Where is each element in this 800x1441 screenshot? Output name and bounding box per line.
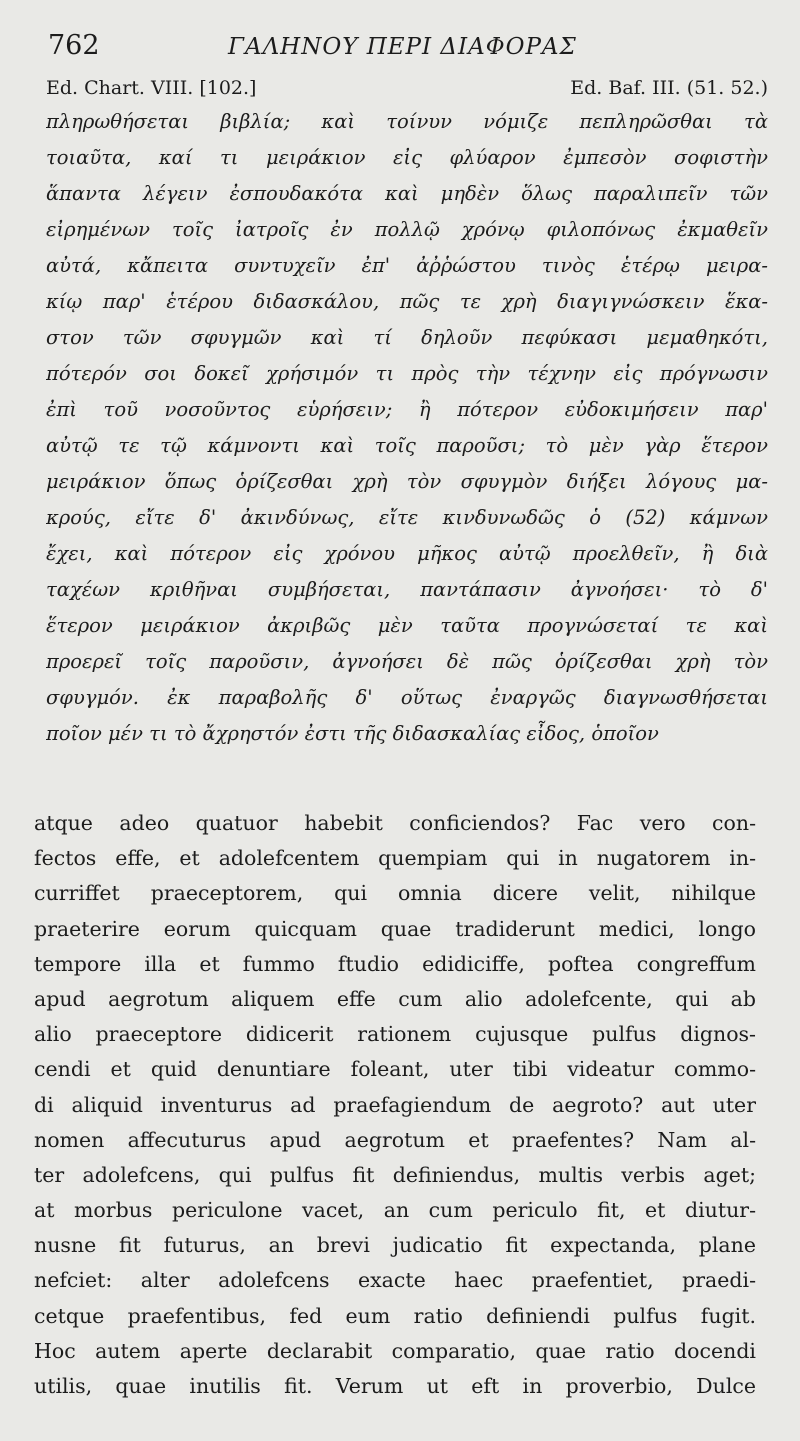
latin-text-line: Hoc autem aperte declarabit comparatio, quae ratio docendi (34, 1338, 756, 1363)
greek-text-line: μειράκιον ὅπως ὁρίζεσθαι χρὴ τὸν σφυγμὸν διήξει λόγους μα- (46, 470, 768, 493)
greek-text-line: προερεῖ τοῖς παροῦσιν, ἀγνοήσει δὲ πῶς ὁρίζεσθαι χρὴ τὸν (46, 650, 768, 673)
greek-text-line: πληρωθήσεται βιβλία; καὶ τοίνυν νόμιζε πεπληρῶσθαι τὰ (46, 110, 768, 133)
edition-basel: Ed. Baf. III. (51. 52.) (570, 77, 768, 99)
latin-text-line: utilis, quae inutilis fit. Verum ut eft in proverbio, Dulce (34, 1374, 756, 1398)
greek-text-line: αὐτά, κἄπειτα συντυχεῖν ἐπ' ἀῤῥώστου τινὸς ἑτέρῳ μειρα- (46, 254, 768, 277)
latin-text-line: apud aegrotum aliquem effe cum alio adolefcente, qui ab (34, 986, 756, 1011)
latin-text-line: cendi et quid denuntiare foleant, uter tibi videatur commo- (34, 1057, 756, 1082)
greek-text-line: ἕτερον μειράκιον ἀκριβῶς μὲν ταῦτα προγνώσεταί τε καὶ (46, 614, 768, 637)
greek-text-line: αὐτῷ τε τῷ κάμνοντι καὶ τοῖς παροῦσι; τὸ μὲν γὰρ ἕτερον (46, 434, 768, 457)
greek-text-line: ταχέων κριθῆναι συμβήσεται, παντάπασιν ἀγνοήσει· τὸ δ' (46, 578, 768, 601)
greek-text-line: ποῖον μέν τι τὸ ἄχρηστόν ἐστι τῆς διδασκαλίας εἶδος, ὁποῖον (46, 722, 659, 745)
greek-text-line: κίῳ παρ' ἑτέρου διδασκάλου, πῶς τε χρὴ διαγιγνώσκειν ἕκα- (46, 290, 768, 313)
latin-text-line: ter adolefcens, qui pulfus fit definiendus, multis verbis aget; (34, 1162, 756, 1187)
latin-text-line: praeterire eorum quicquam quae tradiderunt medici, longo (34, 916, 756, 941)
greek-text-line: ἅπαντα λέγειν ἐσπουδακότα καὶ μηδὲν ὅλως παραλιπεῖν τῶν (46, 182, 768, 205)
greek-text-line: πότερόν σοι δοκεῖ χρήσιμόν τι πρὸς τὴν τέχνην εἰς πρόγνωσιν (46, 362, 768, 385)
latin-text-line: di aliquid inventurus ad praefagiendum de aegroto? aut uter (34, 1092, 756, 1117)
latin-text-line: nusne fit futurus, an brevi judicatio fit expectanda, plane (34, 1233, 756, 1258)
latin-text-line: tempore illa et fummo ftudio edidiciffe, poftea congreffum (34, 951, 756, 976)
greek-text-line: εἰρημένων τοῖς ἰατροῖς ἐν πολλῷ χρόνῳ φιλοπόνως ἐκμαθεῖν (46, 218, 768, 241)
latin-text-line: nefciet: alter adolefcens exacte haec praefentiet, praedi- (34, 1268, 756, 1293)
latin-text-block (34, 806, 756, 1404)
edition-reference-line (46, 77, 768, 105)
latin-text-line: nomen affecuturus apud aegrotum et praefentes? Nam al- (34, 1127, 756, 1152)
greek-text-line: ἔχει, καὶ πότερον εἰς χρόνου μῆκος αὐτῷ προελθεῖν, ἢ διὰ (46, 542, 768, 565)
latin-text-line: fectos effe, et adolefcentem quempiam qui in nugatorem in- (34, 846, 756, 871)
greek-text-block (46, 104, 768, 752)
greek-text-line: κρούς, εἴτε δ' ἀκινδύνως, εἴτε κινδυνωδῶς ὁ (52) κάμνων (46, 506, 768, 529)
latin-text-line: alio praeceptore didicerit rationem cujusque pulfus dignos- (34, 1022, 756, 1047)
latin-text-line: at morbus periculone vacet, an cum periculo fit, et diutur- (34, 1198, 756, 1223)
latin-text-line: cetque praefentibus, fed eum ratio definiendi pulfus fugit. (34, 1303, 756, 1328)
page-header (46, 28, 766, 68)
greek-text-line: σφυγμόν. ἐκ παραβολῆς δ' οὕτως ἐναργῶς διαγνωσθήσεται (46, 686, 768, 709)
latin-text-line: curriffet praeceptorem, qui omnia dicere velit, nihilque (34, 881, 756, 906)
page-number: 762 (48, 30, 100, 61)
edition-chartier: Ed. Chart. VIII. [102.] (46, 77, 257, 99)
running-title: ΓΑΛΗΝΟΥ ΠΕΡΙ ΔΙΑΦΟΡΑΣ (228, 34, 577, 60)
greek-text-line: ἐπὶ τοῦ νοσοῦντος εὑρήσειν; ἢ πότερον εὐδοκιμήσειν παρ' (46, 398, 768, 421)
latin-text-line: atque adeo quatuor habebit conficiendos? Fac vero con- (34, 811, 756, 835)
greek-text-line: στον τῶν σφυγμῶν καὶ τί δηλοῦν πεφύκασι μεμαθηκότι, (46, 326, 768, 349)
greek-text-line: τοιαῦτα, καί τι μειράκιον εἰς φλύαρον ἐμπεσὸν σοφιστὴν (46, 146, 768, 169)
